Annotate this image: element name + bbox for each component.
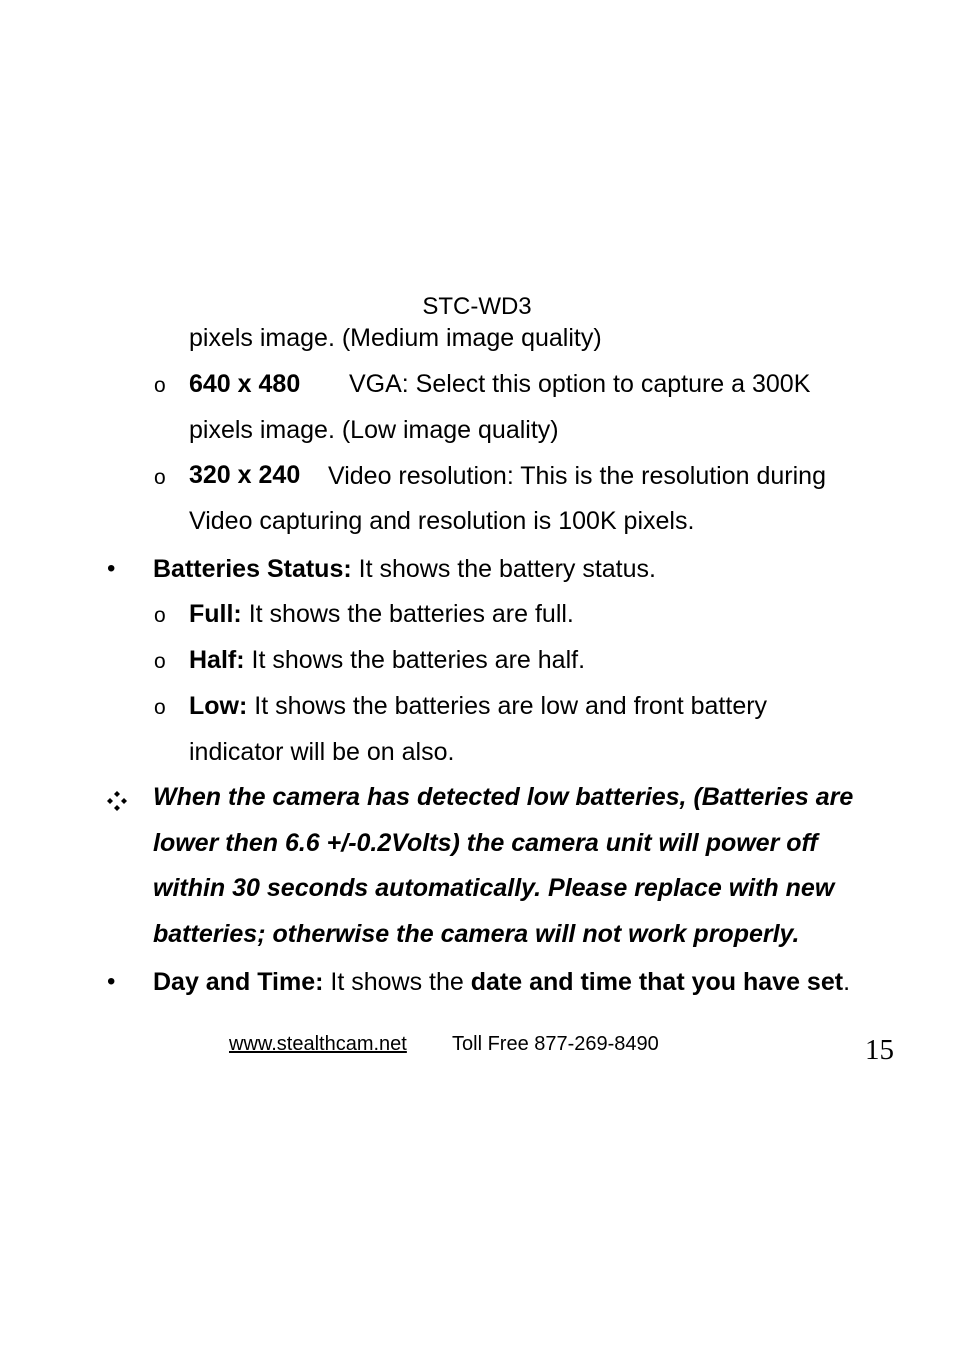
resolution-video-label: 320 x 240 — [189, 461, 301, 489]
battery-low-label: Low: — [189, 692, 248, 720]
low-battery-note-line: lower then 6.6 +/-0.2Volts) the camera unit will power off — [153, 829, 818, 857]
low-battery-note-line: within 30 seconds automatically. Please replace with new — [153, 874, 835, 902]
page-header-title: STC-WD3 — [422, 293, 532, 320]
day-time-label: Day and Time: — [153, 968, 324, 996]
bullet-marker: • — [107, 555, 116, 582]
diamond-bullet-icon — [106, 790, 128, 812]
batteries-status-label: Batteries Status: — [153, 555, 352, 583]
day-time-line — [153, 967, 850, 997]
batteries-status-line — [153, 554, 656, 584]
batteries-status-text: It shows the battery status. — [351, 555, 656, 583]
battery-full-line — [189, 599, 574, 629]
day-time-end: . — [843, 968, 851, 996]
toll-free-phone: Toll Free 877-269-8490 — [452, 1033, 659, 1055]
resolution-vga-text: VGA: Select this option to capture a 300K — [349, 370, 811, 398]
battery-half-label: Half: — [189, 646, 245, 674]
battery-low-text-cont: indicator will be on also. — [189, 738, 455, 766]
website-link[interactable]: www.stealthcam.net — [229, 1033, 407, 1055]
bullet-marker: • — [107, 968, 116, 995]
sub-bullet-marker: o — [154, 650, 166, 673]
battery-half-line — [189, 645, 585, 675]
page-number: 15 — [865, 1034, 894, 1066]
resolution-vga-text-cont: pixels image. (Low image quality) — [189, 416, 559, 444]
resolution-video-text: Video resolution: This is the resolution during — [328, 462, 826, 490]
day-time-bold-text: date and time that you have set — [470, 968, 844, 996]
resolution-vga-label: 640 x 480 — [189, 370, 301, 398]
low-battery-note-line: When the camera has detected low batteries, (Batteries are — [153, 783, 854, 811]
sub-bullet-marker: o — [154, 696, 166, 719]
sub-bullet-marker: o — [154, 466, 166, 489]
battery-full-text: It shows the batteries are full. — [241, 600, 574, 628]
battery-half-text: It shows the batteries are half. — [244, 646, 586, 674]
sub-bullet-marker: o — [154, 604, 166, 627]
sub-bullet-marker: o — [154, 374, 166, 397]
battery-full-label: Full: — [189, 600, 242, 628]
battery-low-line — [189, 691, 767, 721]
battery-low-text: It shows the batteries are low and front battery — [247, 692, 768, 720]
resolution-video-text-cont: Video capturing and resolution is 100K pixels. — [189, 507, 695, 535]
low-battery-note-line: batteries; otherwise the camera will not work properly. — [153, 920, 800, 948]
resolution-continuation: pixels image. (Medium image quality) — [189, 324, 602, 352]
day-time-text: It shows the — [323, 968, 471, 996]
